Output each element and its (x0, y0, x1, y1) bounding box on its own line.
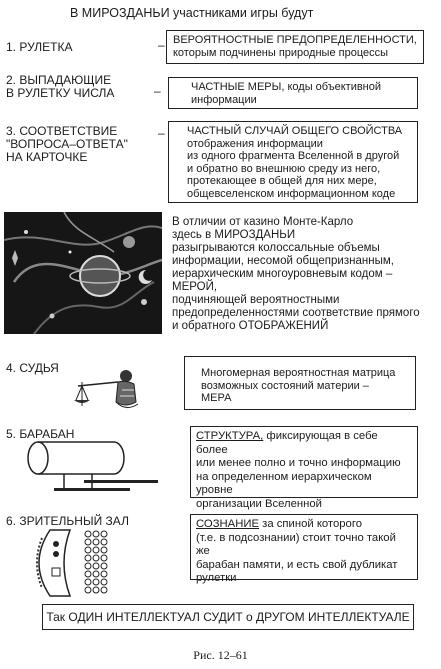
dash: – (158, 38, 165, 52)
item-label-roulette: 1. РУЛЕТКА (6, 40, 73, 54)
page-title: В МИРОЗДАНЬИ участниками игры будут (70, 6, 314, 20)
consciousness-keyword: СОЗНАНИЕ (196, 518, 260, 530)
consciousness-text: за спиной которого (т.е. в подсознании) стоит точно такой же барабан памяти, и есть свой дубликат рулетки (196, 518, 398, 584)
drum-icon (24, 440, 164, 496)
item-label-correspondence: 3. СООТВЕТСТВИЕ "ВОПРОСА–ОТВЕТА" НА КАРТОЧКЕ (6, 124, 128, 164)
item-label-numbers: 2. ВЫПАДАЮЩИЕ В РУЛЕТКУ ЧИСЛА (6, 73, 115, 100)
dash: – (154, 84, 161, 98)
item-label-drum: 5. БАРАБАН (6, 427, 75, 441)
justice-scales-icon (72, 368, 152, 412)
dash: – (158, 126, 165, 140)
item-label-judge: 4. СУДЬЯ (6, 361, 59, 375)
auditorium-icon (30, 528, 140, 598)
box-probability-matrix: Многомерная вероятностная матрица возможных состояний материи – МЕРА (184, 356, 416, 410)
box-consciousness (190, 514, 418, 584)
box-partial-measures: ЧАСТНЫЕ МЕРЫ, коды объективной информации (168, 77, 418, 109)
structure-text: фиксирующая в себе более или менее полно и точно информацию на определенном иерархическом уровне организации Вселенной (196, 430, 401, 510)
judge-figure (72, 368, 152, 412)
cosmic-scene-icon (4, 212, 162, 334)
figure-caption: Рис. 12–61 (193, 648, 248, 662)
box-special-case: ЧАСТНЫЙ СЛУЧАЙ ОБЩЕГО СВОЙСТВА отображения информации из одного фрагмента Вселенной в другой и обратно во внешнюю среду из него, протекающее в общей для них мере, общевселенском информационном коде (168, 121, 418, 203)
structure-keyword: СТРУКТУРА, (196, 430, 264, 442)
box-structure (190, 426, 418, 510)
cosmic-roulette-image (4, 212, 162, 334)
hall-figure (30, 528, 140, 598)
drum-figure (24, 440, 164, 496)
item-label-hall: 6. ЗРИТЕЛЬНЫЙ ЗАЛ (6, 514, 129, 528)
box-probabilistic-predeterminations: ВЕРОЯТНОСТНЫЕ ПРЕДОПРЕДЕЛЕННОСТИ, которым подчинены природные процессы (166, 30, 424, 64)
conclusion-box: Так ОДИН ИНТЕЛЛЕКТУАЛ СУДИТ о ДРУГОМ ИНТЕЛЛЕКТУАЛЕ (42, 604, 414, 630)
casino-comparison-text: В отличии от казино Монте-Карло здесь в МИРОЗДАНЬИ разыгрываются колоссальные объемы информации, несомой общепризнанным, иерархическим многоуровневым кодом – МЕРОЙ, подчиняющей вероятностными предопределенностями соответствие прямого и обратного ОТОБРАЖЕНИЙ (172, 216, 420, 332)
